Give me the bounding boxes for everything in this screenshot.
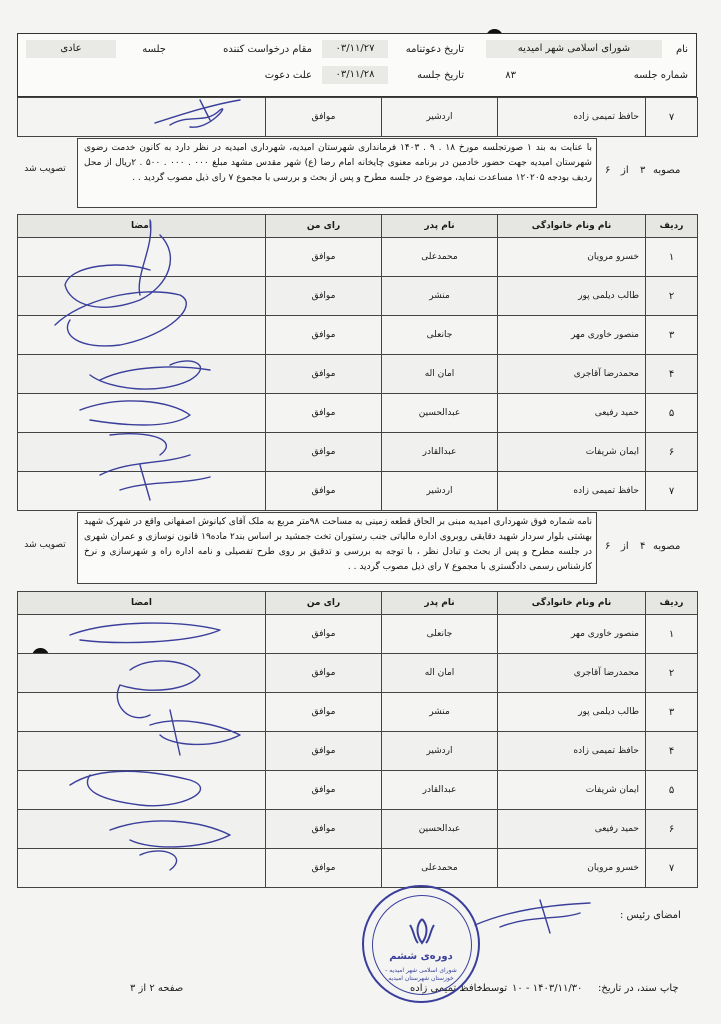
resolution-3-number: ۳ xyxy=(640,165,646,176)
row-index: ۷ xyxy=(646,849,698,888)
resolution-3-status: تصویب شد xyxy=(24,164,66,174)
session-date: ۰۳/۱۱/۲۸ xyxy=(322,66,388,84)
father-name: عبدالحسین xyxy=(382,394,498,433)
stamp-term: دوره‌ی ششم xyxy=(389,951,453,962)
resolution-4-total: ۶ xyxy=(605,541,611,552)
row-index: ۳ xyxy=(646,316,698,355)
vote: موافق xyxy=(266,654,382,693)
signature-scribble xyxy=(150,95,250,135)
row-index: ۲ xyxy=(646,277,698,316)
resolution-3-total: ۶ xyxy=(605,165,611,176)
session-label: جلسه xyxy=(142,44,166,55)
resolution-4-status: تصویب شد xyxy=(24,540,66,550)
member-name: منصور خاوری مهر xyxy=(498,615,646,654)
requester-label: مقام درخواست کننده xyxy=(223,44,312,55)
member-name: ایمان شریفات xyxy=(498,433,646,472)
member-name: ایمان شریفات xyxy=(498,771,646,810)
column-header-vote: رای من xyxy=(266,592,382,615)
member-name: محمدرضا آقاجری xyxy=(498,355,646,394)
row-index: ۷ xyxy=(646,472,698,511)
vote: موافق xyxy=(266,433,382,472)
father-name: جانعلی xyxy=(382,615,498,654)
vote: موافق xyxy=(266,810,382,849)
printed-by-label: توسط: xyxy=(478,983,508,994)
vote: موافق xyxy=(266,316,382,355)
invite-date: ۰۳/۱۱/۲۷ xyxy=(322,40,388,58)
session-type: عادی xyxy=(26,40,116,58)
chair-signature-label: امضای رئیس : xyxy=(620,910,681,921)
vote: موافق xyxy=(266,693,382,732)
father-name: جانعلی xyxy=(382,316,498,355)
vote: موافق xyxy=(266,355,382,394)
father-name: اردشیر xyxy=(382,472,498,511)
stamp-text: شورای اسلامی شهر امیدیه - خوزستان شهرستان امیدیه xyxy=(385,967,457,982)
row-index: ۶ xyxy=(646,810,698,849)
print-date: ۱۴۰۳/۱۱/۳۰ - ۱۰ xyxy=(512,983,583,994)
chair-signature xyxy=(470,895,600,935)
previous-vote-row xyxy=(17,97,698,137)
vote: موافق xyxy=(266,732,382,771)
father-name: امان اله xyxy=(382,654,498,693)
member-name: حافظ تمیمی زاده xyxy=(498,472,646,511)
member-name: حافظ تمیمی زاده xyxy=(498,732,646,771)
vote: موافق xyxy=(266,394,382,433)
row-index: ۶ xyxy=(646,433,698,472)
father-name: عبدالقادر xyxy=(382,433,498,472)
member-name: حافظ تمیمی زاده xyxy=(498,98,646,137)
column-header-name: نام ونام خانوادگی xyxy=(498,215,646,238)
row-index: ۵ xyxy=(646,394,698,433)
signature-scribble xyxy=(50,615,250,880)
member-name: منصور خاوری مهر xyxy=(498,316,646,355)
council-name: شورای اسلامی شهر امیدیه xyxy=(486,40,662,58)
member-name: طالب دیلمی پور xyxy=(498,277,646,316)
resolution-4-of: از xyxy=(621,541,629,552)
father-name: منشر xyxy=(382,693,498,732)
column-header-vote: رای من xyxy=(266,215,382,238)
row-index: ۴ xyxy=(646,355,698,394)
vote: موافق xyxy=(266,771,382,810)
session-date-label: تاریخ جلسه xyxy=(417,70,464,81)
council-stamp xyxy=(362,885,480,1003)
member-name: حمید رفیعی xyxy=(498,394,646,433)
member-name: خسرو مرویان xyxy=(498,849,646,888)
column-header-index: ردیف xyxy=(646,592,698,615)
column-header-father: نام پدر xyxy=(382,592,498,615)
printed-by: حافظ تمیمی زاده xyxy=(410,983,483,994)
emblem-icon xyxy=(402,917,442,947)
signature-scribble xyxy=(40,215,240,515)
row-index: ۷ xyxy=(646,98,698,137)
father-name: عبدالحسین xyxy=(382,810,498,849)
father-name: اردشیر xyxy=(382,98,498,137)
row-index: ۳ xyxy=(646,693,698,732)
row-index: ۵ xyxy=(646,771,698,810)
vote: موافق xyxy=(266,472,382,511)
father-name: اردشیر xyxy=(382,732,498,771)
father-name: محمدعلی xyxy=(382,849,498,888)
print-date-label: چاپ سند، در تاریخ: xyxy=(598,983,679,994)
page-number: صفحه ۲ از ۳ xyxy=(130,983,184,994)
member-name: خسرو مرویان xyxy=(498,238,646,277)
member-name: طالب دیلمی پور xyxy=(498,693,646,732)
member-name: محمدرضا آقاجری xyxy=(498,654,646,693)
reason-label: علت دعوت xyxy=(264,70,312,81)
father-name: منشر xyxy=(382,277,498,316)
column-header-father: نام پدر xyxy=(382,215,498,238)
father-name: عبدالقادر xyxy=(382,771,498,810)
invite-date-label: تاریخ دعوتنامه xyxy=(405,44,464,55)
row-index: ۲ xyxy=(646,654,698,693)
father-name: محمدعلی xyxy=(382,238,498,277)
vote: موافق xyxy=(266,849,382,888)
row-index: ۴ xyxy=(646,732,698,771)
resolution-4-title: مصوبه xyxy=(653,541,681,552)
vote: موافق xyxy=(266,98,382,137)
vote: موافق xyxy=(266,277,382,316)
row-index: ۱ xyxy=(646,615,698,654)
resolution-4-text: نامه شماره فوق شهرداری امیدیه مبنی بر الحاق قطعه زمینی به مساحت ۹۸متر مربع به ملک آقای کیانوش اصفهانی واقع در شهرک شهید بهشتی بلوار سردار شهید دقایقی روبروی اداره مالیاتی جنب رستوران تخت جمشید بر اساس بند۲ ماده۱۹ قانون نوسازی و عمران شهری در جلسه مطرح و پس از بحث و تبادل نظر ، با توجه به بررسی و تدقیق بر روی طرح تفصیلی و نامه اداره راه و شهرسازی و نرخ کارشناس رسمی دادگستری با مجموع ۷ رای ذیل مصوب گردید . . xyxy=(84,517,593,572)
vote: موافق xyxy=(266,238,382,277)
column-header-name: نام ونام خانوادگی xyxy=(498,592,646,615)
resolution-3-text: با عنایت به بند ۱ صورتجلسه مورخ ۱۸ . ۹ . ۱۴۰۳ فرمانداری شهرستان امیدیه، شهرداری امیدیه در نظر دارد به کانون خدمت رضوی شهرستان امیدیه جهت حضور خادمین در برنامه معنوی چایخانه امام رضا (ع) شهر مقدس مشهد مبلغ ۰۰۰ . ۰۰۰ . ۵۰۰ . ۲ریال از محل ردیف بودجه ۱۲۰۲۰۵ مساعدت نماید، موضوع در جلسه مطرح و پس از بحث و بررسی با مجموع ۷ رای ذیل مصوب گردید . . xyxy=(84,143,593,183)
member-name: حمید رفیعی xyxy=(498,810,646,849)
column-header-index: ردیف xyxy=(646,215,698,238)
column-header-signature: امضا xyxy=(18,592,266,615)
resolution-3-of: از xyxy=(621,165,629,176)
session-number-label: شماره جلسه xyxy=(633,70,688,81)
father-name: امان اله xyxy=(382,355,498,394)
name-label: نام xyxy=(675,44,688,55)
resolution-3-title: مصوبه xyxy=(653,165,681,176)
vote: موافق xyxy=(266,615,382,654)
session-number: ۸۳ xyxy=(505,70,516,81)
column-header-signature: امضا xyxy=(18,215,266,238)
resolution-4-number: ۴ xyxy=(640,541,646,552)
row-index: ۱ xyxy=(646,238,698,277)
session-header xyxy=(17,33,697,97)
